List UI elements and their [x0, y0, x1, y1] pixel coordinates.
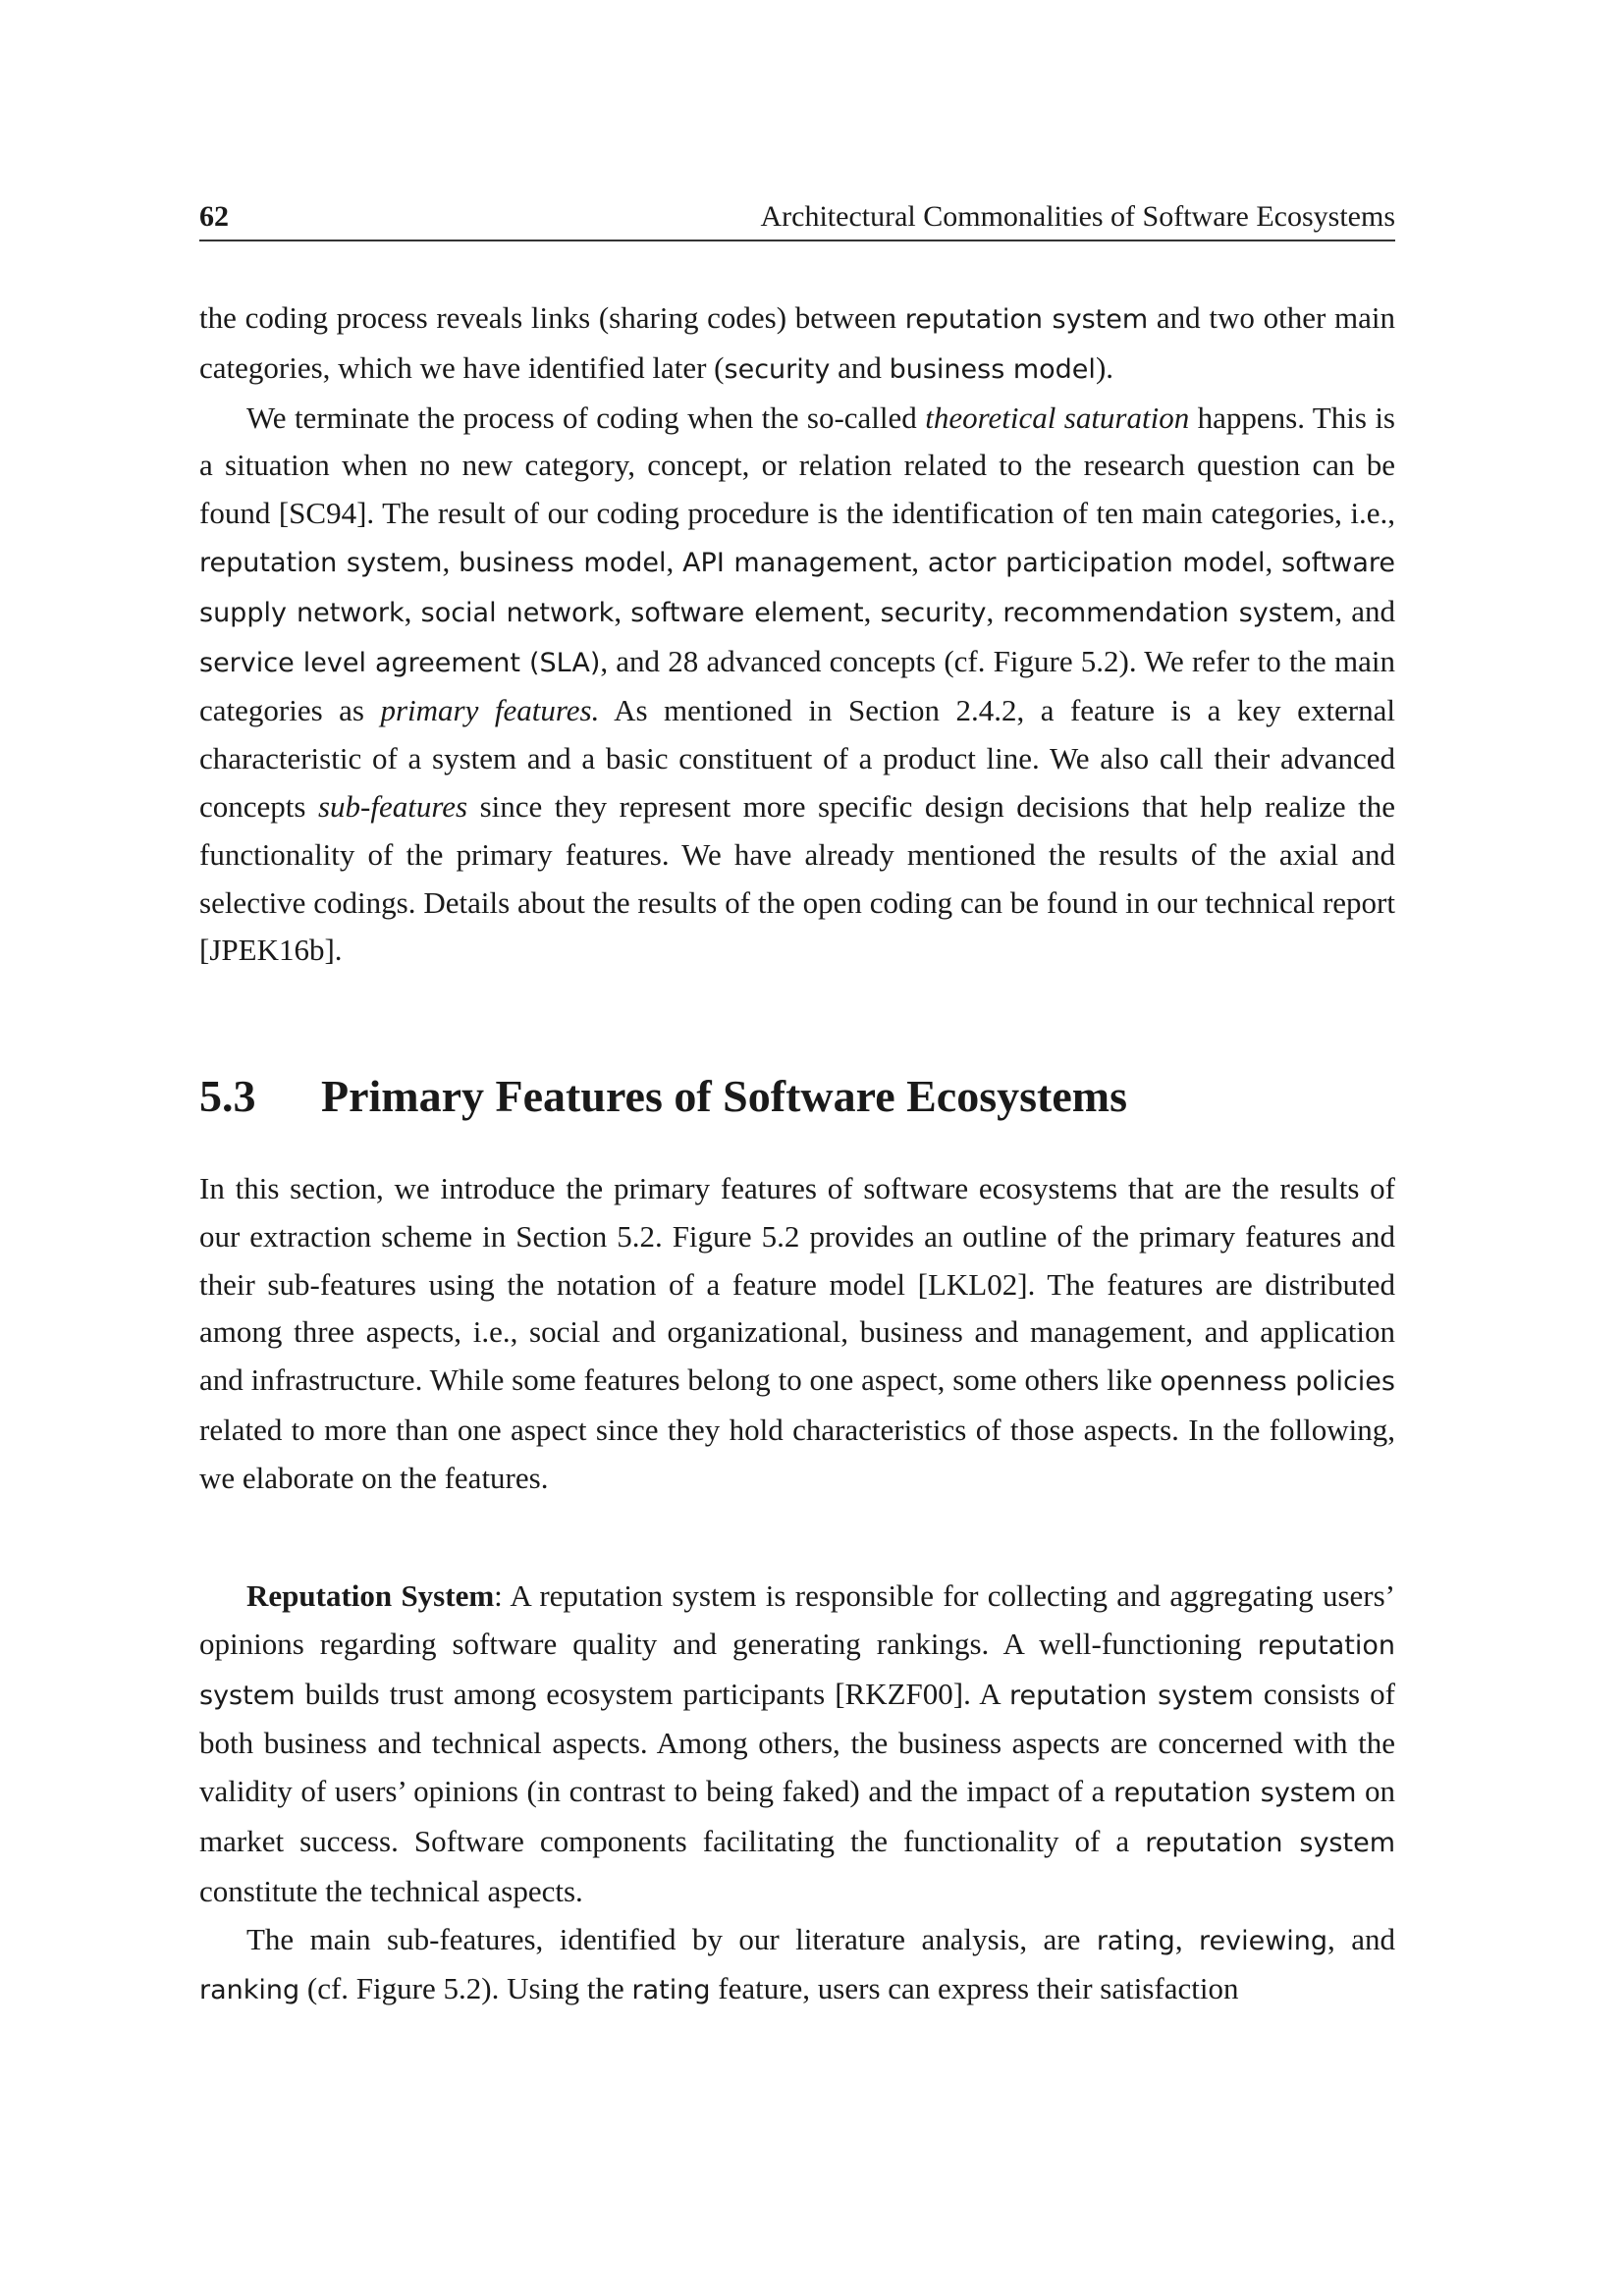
section-title: Primary Features of Software Ecosystems	[321, 1071, 1127, 1121]
paragraph: Reputation System: A reputation system is responsible for collecting and aggregating users’ opinions regarding software quality and generating rankings. A well-functioning reputation system builds trust among ecosystem participants [RKZF00]. A reputation system consists of both business and technical aspects. Among others, the business aspects are concerned with the validity of users’ opinions (in contrast to being faked) and the impact of a reputation system on market success. Software components facilitating the functionality of a reputation system constitute the technical aspects.	[199, 1578, 1395, 1908]
feature-term: reputation system	[1113, 1778, 1357, 1809]
feature-term: business model	[889, 353, 1096, 385]
feature-term: social network	[420, 597, 615, 628]
feature-term: reputation system	[1145, 1827, 1395, 1858]
feature-term: actor participation model	[927, 547, 1266, 578]
paragraph-heading: Reputation System	[246, 1578, 495, 1613]
feature-term: reputation system	[199, 547, 443, 578]
text-block-section-intro	[199, 1165, 1395, 1503]
feature-term: ranking	[199, 1975, 300, 2006]
text-block-intro	[199, 294, 1395, 975]
text-block-reputation-system	[199, 1573, 1395, 2015]
paragraph: We terminate the process of coding when the so-called theoretical saturation happens. This is a situation when no new category, concept, or relation related to the research question can be found [SC94]. The result of our coding procedure is the identification of ten main categories, i.e., reputation system, business model, API management, actor participation model, software supply network, social network, software element, security, recommendation system, and service level agreement (SLA), and 28 advanced concepts (cf. Figure 5.2). We refer to the main categories as primary features. As mentioned in Section 2.4.2, a feature is a key external characteristic of a system and a basic constituent of a product line. We also call their advanced concepts sub-features since they represent more specific design decisions that help realize the functionality of the primary features. We have already mentioned the results of the axial and selective codings. Details about the results of the open coding can be found in our technical report [JPEK16b].	[199, 400, 1396, 968]
feature-term: software supply network	[199, 547, 1396, 628]
section-heading	[199, 1070, 1395, 1122]
feature-term: reputation system	[1009, 1680, 1254, 1711]
paragraph: the coding process reveals links (sharing codes) between reputation system and two other main categories, which we have identified later (security and business model).	[199, 300, 1395, 385]
emphasis: sub-features	[317, 788, 468, 824]
feature-term: recommendation system	[1002, 597, 1335, 628]
page-header	[199, 194, 1395, 241]
feature-term: service level agreement (SLA)	[199, 647, 601, 678]
emphasis: primary features.	[380, 693, 600, 728]
feature-term: rating	[1096, 1925, 1175, 1956]
page-number: 62	[199, 200, 229, 233]
paragraph: In this section, we introduce the primary features of software ecosystems that are the results of our extraction scheme in Section 5.2. Figure 5.2 provides an outline of the primary features and their sub-features using the notation of a feature model [LKL02]. The features are distributed among three aspects, i.e., social and organizational, business and management, and application and infrastructure. While some features belong to one aspect, some others like openness policies related to more than one aspect since they hold characteristics of those aspects. In the following, we elaborate on the features.	[199, 1171, 1395, 1495]
feature-term: openness policies	[1160, 1366, 1395, 1398]
feature-term: reviewing	[1199, 1925, 1328, 1956]
paragraph: The main sub-features, identified by our literature analysis, are rating, reviewing, and ranking (cf. Figure 5.2). Using the rating feature, users can express their satisfaction	[199, 1921, 1395, 2006]
feature-term: security	[880, 597, 987, 628]
feature-term: security	[724, 353, 831, 385]
running-title: Architectural Commonalities of Software Ecosystems	[760, 200, 1395, 233]
section-number: 5.3	[199, 1071, 256, 1121]
feature-term: software element	[630, 597, 864, 628]
feature-term: rating	[631, 1975, 711, 2006]
emphasis: theoretical saturation	[925, 400, 1190, 435]
feature-term: reputation system	[904, 304, 1149, 335]
feature-term: business model	[459, 547, 667, 578]
feature-term: reputation system	[199, 1629, 1395, 1711]
feature-term: API management	[682, 547, 912, 578]
